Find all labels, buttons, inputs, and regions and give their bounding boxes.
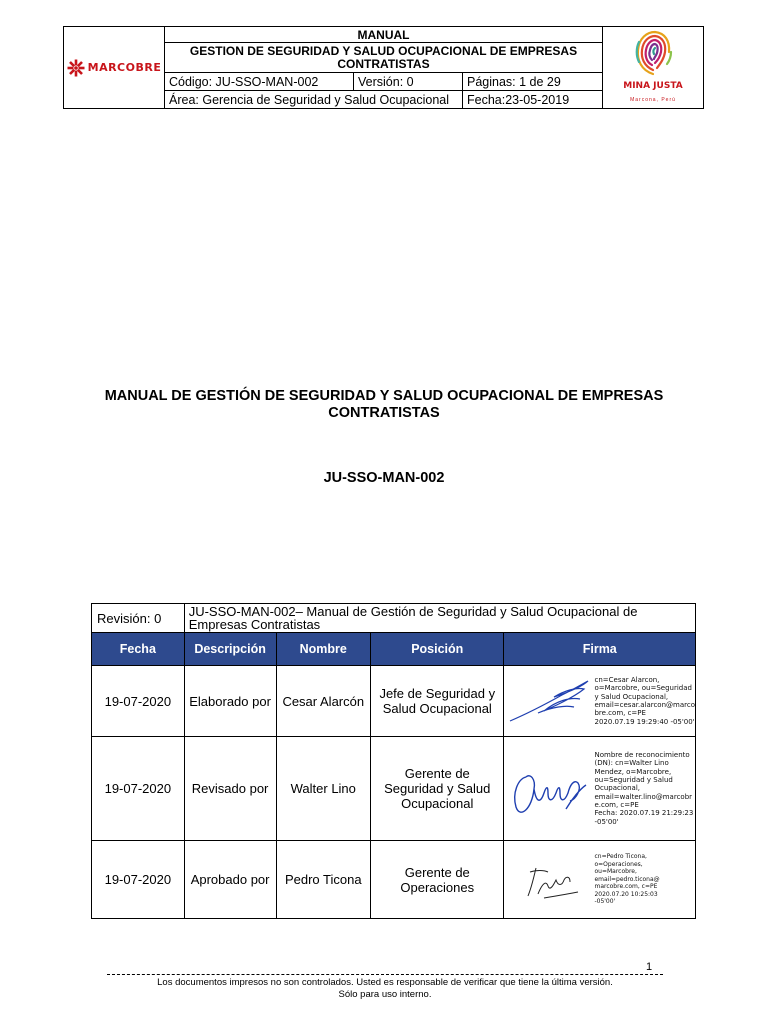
row-posicion: Gerente de Operaciones — [371, 841, 504, 919]
row-posicion: Gerente de Seguridad y Salud Ocupacional — [371, 737, 504, 841]
mina-justa-logo — [603, 28, 703, 107]
mina-justa-title: MINA JUSTA — [623, 81, 683, 91]
marcobre-star-icon — [67, 59, 85, 77]
revision-table — [91, 603, 696, 919]
signature-text: Nombre de reconocimiento (DN): cn=Walter Lino Mendez, o=Marcobre, ou=Seguridad y Salud Ocupacional, email=walter.lino@marcobr e.com, c=PE Fecha: 2020.07.19 21:29:23 -05'00' — [594, 751, 694, 826]
header-date: Fecha:23-05-2019 — [463, 91, 603, 109]
footer-line-1: Los documentos impresos no son controlados. Usted es responsable de verificar que tiene la última versión. — [157, 977, 613, 988]
header-pages: Páginas: 1 de 29 — [463, 73, 603, 91]
row-nombre: Walter Lino — [276, 737, 371, 841]
row-descripcion: Aprobado por — [184, 841, 276, 919]
signature-text: cn=Cesar Alarcon, o=Marcobre, ou=Seguridad y Salud Ocupacional, email=cesar.alarcon@marco bre.com, c=PE 2020.07.19 19:29:40 -05'00' — [594, 676, 695, 726]
row-fecha: 19-07-2020 — [92, 841, 185, 919]
footer-divider — [107, 974, 663, 975]
row-firma — [504, 666, 696, 737]
row-nombre: Pedro Ticona — [276, 841, 371, 919]
row-firma — [504, 841, 696, 919]
column-header-posicion: Posición — [371, 633, 504, 666]
document-code: JU-SSO-MAN-002 — [323, 470, 445, 486]
column-header-descripcion: Descripción — [184, 633, 276, 666]
fingerprint-icon — [633, 28, 673, 78]
signature-icon — [504, 671, 594, 731]
signature-icon — [504, 749, 594, 829]
row-fecha: 19-07-2020 — [92, 666, 185, 737]
doc-type: MANUAL — [165, 27, 603, 43]
signature-icon — [504, 850, 594, 910]
footer-line-2: Sólo para uso interno. — [338, 989, 432, 1000]
header-title: GESTION DE SEGURIDAD Y SALUD OCUPACIONAL DE EMPRESAS CONTRATISTAS — [165, 43, 603, 73]
row-fecha: 19-07-2020 — [92, 737, 185, 841]
marcobre-logo-text: MARCOBRE — [87, 60, 162, 74]
table-row — [92, 737, 696, 841]
table-row — [92, 841, 696, 919]
revision-header-row — [92, 633, 696, 666]
row-posicion: Jefe de Seguridad y Salud Ocupacional — [371, 666, 504, 737]
row-descripcion: Elaborado por — [184, 666, 276, 737]
main-title: MANUAL DE GESTIÓN DE SEGURIDAD Y SALUD OCUPACIONAL DE EMPRESAS CONTRATISTAS — [104, 388, 664, 421]
document-header — [63, 26, 704, 109]
header-area: Área: Gerencia de Seguridad y Salud Ocupacional — [165, 91, 463, 109]
table-row — [92, 666, 696, 737]
mina-justa-subtitle: Marcona, Perú — [630, 97, 676, 103]
header-code: Código: JU-SSO-MAN-002 — [165, 73, 354, 91]
header-version: Versión: 0 — [354, 73, 463, 91]
footer-notice — [107, 977, 663, 1001]
column-header-fecha: Fecha — [92, 633, 185, 666]
column-header-nombre: Nombre — [276, 633, 371, 666]
row-descripcion: Revisado por — [184, 737, 276, 841]
mina-justa-logo-cell — [603, 27, 704, 109]
page-number: 1 — [646, 961, 653, 973]
signature-text: cn=Pedro Ticona, o=Operaciones, ou=Marcobre, email=pedro.ticona@ marcobre.com, c=PE 2020.07.20 10:25:03 -05'00' — [594, 853, 660, 906]
revision-title: JU-SSO-MAN-002– Manual de Gestión de Seguridad y Salud Ocupacional de Empresas Contratistas — [184, 604, 695, 633]
row-nombre: Cesar Alarcón — [276, 666, 371, 737]
marcobre-logo — [64, 59, 164, 77]
marcobre-logo-cell — [64, 27, 165, 109]
column-header-firma: Firma — [504, 633, 696, 666]
row-firma — [504, 737, 696, 841]
revision-label: Revisión: 0 — [92, 604, 185, 633]
